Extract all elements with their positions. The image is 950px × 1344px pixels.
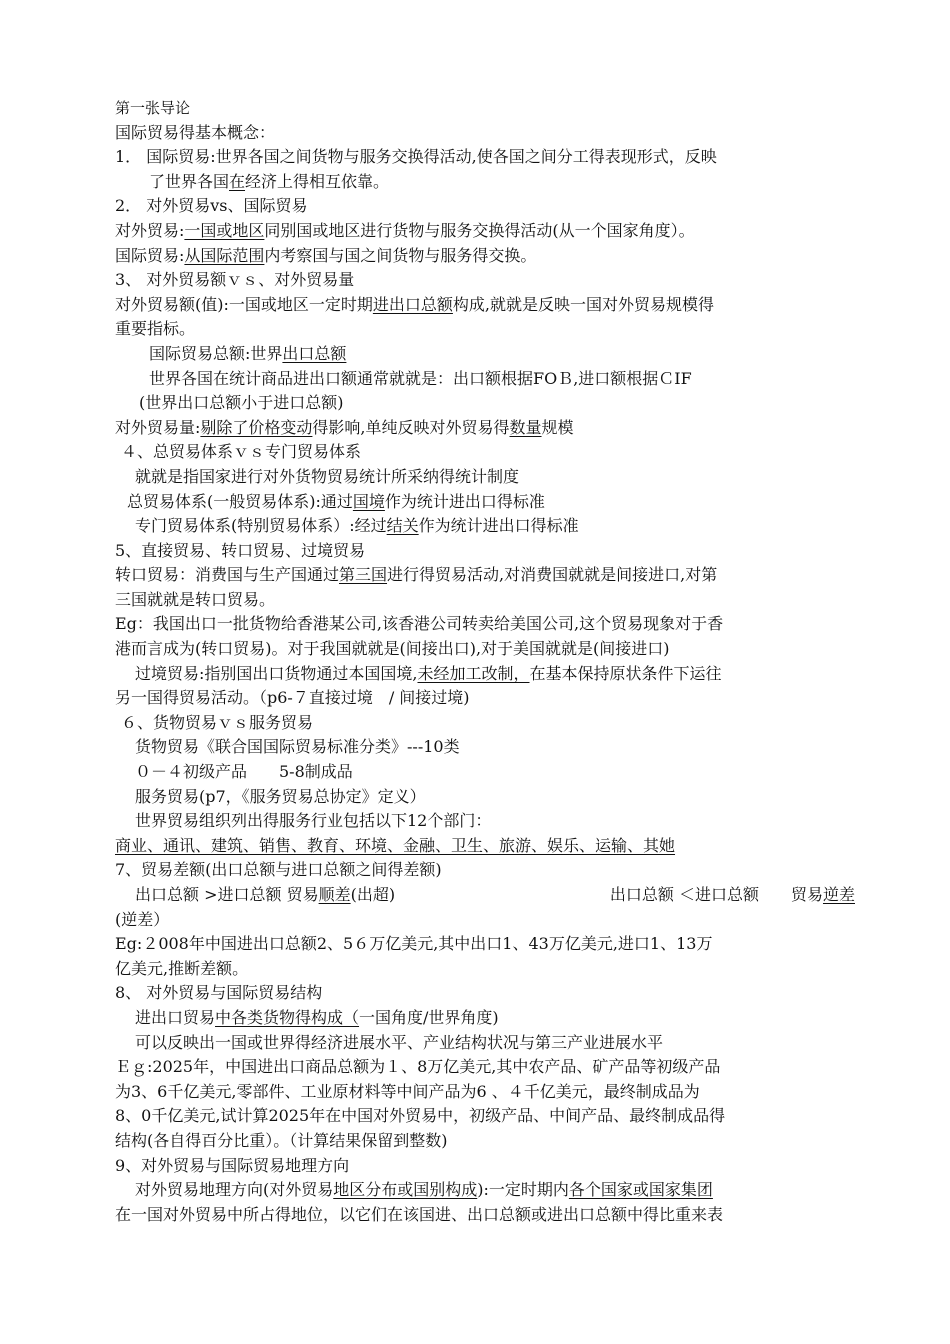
s5-heading: 5、直接贸易、转口贸易、过境贸易 — [115, 540, 366, 560]
s3-stats: 世界各国在统计商品进出口额通常就就是：出口额根据FOＢ,进口额根据ＣIF — [149, 368, 692, 388]
s7-deficit: 出口总额 ＜进口总额 贸易逆差 — [609, 885, 855, 904]
s5-entrepot: 转口贸易：消费国与生产国通过第三国进行得贸易活动,对消费国就就是间接进口,对第 — [115, 565, 718, 585]
s3-volume: 对外贸易量:剔除了价格变动得影响,单纯反映对外贸易得数量规模 — [115, 417, 574, 437]
s6-heading: ６、货物贸易ｖｓ服务贸易 — [121, 712, 314, 732]
s1-line-b: 了世界各国在经济上得相互依靠。 — [149, 171, 390, 191]
s3-heading: 3、 对外贸易额ｖｓ、对外贸易量 — [115, 270, 355, 290]
s9-geo-cont: 在一国对外贸易中所占得地位，以它们在该国进、出口总额或进出口总额中得比重来表 — [115, 1204, 724, 1224]
s4-def: 就就是指国家进行对外货物贸易统计所采纳得统计制度 — [135, 466, 520, 486]
s5-transit: 过境贸易:指别国出口货物通过本国国境,未经加工改制，在基本保持原状条件下运往 — [135, 663, 722, 683]
s7-heading: 7、贸易差额(出口总额与进口总额之间得差额) — [115, 860, 442, 880]
s6-services: 服务贸易(p7，《服务贸易总协定》定义） — [135, 786, 426, 806]
s5-transit-cont: 另一国得贸易活动。（p6-７直接过境 / 间接过境) — [115, 688, 470, 708]
s8-eg-b: 为3、6千亿美元,零部件、工业原材料等中间产品为6 、４千亿美元，最终制成品为 — [115, 1081, 700, 1101]
s7-balance — [115, 883, 855, 908]
s7-surplus: 出口总额 >进口总额 贸易顺差(出超) — [135, 885, 396, 904]
chapter-title: 第一张导论 — [115, 99, 191, 117]
s5-eg-b: 港而言成为(转口贸易)。对于我国就就是(间接出口),对于美国就就是(间接进口) — [115, 639, 670, 659]
s7-eg-a: Eg:２008年中国进出口总额2、5６万亿美元,其中出口1、43万亿美元,进口1、13万 — [115, 934, 713, 954]
s7-eg-b: 亿美元,推断差额。 — [115, 958, 249, 978]
s8-eg-a: Ｅｇ:2025年，中国进出口商品总额为１、8万亿美元,其中农产品、矿产品等初级产品 — [115, 1057, 721, 1077]
s2-heading: 2． 对外贸易vs、国际贸易 — [115, 196, 308, 216]
s5-eg-a: Eg：我国出口一批货物给香港某公司,该香港公司转卖给美国公司,这个贸易现象对于香 — [115, 614, 724, 634]
s4-heading: ４、总贸易体系ｖｓ专门贸易体系 — [121, 442, 362, 462]
s1-line-a: 1． 国际贸易:世界各国之间货物与服务交换得活动,使各国之间分工得表现形式，反映 — [115, 147, 717, 167]
s4-special: 专门贸易体系(特别贸易体系）:经过结关作为统计进出口得标准 — [135, 516, 579, 536]
s8-eg-d: 结构(各自得百分比重）。（计算结果保留到整数) — [115, 1130, 448, 1150]
s6-wto: 世界贸易组织列出得服务行业包括以下12个部门： — [135, 811, 492, 831]
s7-deficit-note: (逆差） — [115, 909, 170, 929]
s4-general: 总贸易体系(一般贸易体系):通过国境作为统计进出口得标准 — [127, 491, 545, 511]
concepts-heading: 国际贸易得基本概念： — [115, 122, 276, 142]
s6-goods: 货物贸易《联合国国际贸易标准分类》---10类 — [135, 737, 460, 757]
s6-sectors: 商业、通讯、建筑、销售、教育、环境、金融、卫生、旅游、娱乐、运输、其她 — [115, 835, 676, 855]
s9-geo: 对外贸易地理方向(对外贸易地区分布或国别构成):一定时期内各个国家或国家集团 — [135, 1180, 713, 1200]
s8-eg-c: 8、0千亿美元,试计算2025年在中国对外贸易中，初级产品、中间产品、最终制成品得 — [115, 1106, 726, 1126]
s2-foreign-trade: 对外贸易:一国或地区同别国或地区进行货物与服务交换得活动(从一个国家角度）。 — [115, 220, 695, 240]
s6-ranges: ０－４初级产品 5-8制成品 — [135, 762, 353, 782]
s3-total: 国际贸易总额:世界出口总额 — [149, 343, 347, 363]
s5-entrepot-cont: 三国就就是转口贸易。 — [115, 589, 276, 609]
s2-intl-trade: 国际贸易:从国际范围内考察国与国之间货物与服务得交换。 — [115, 245, 537, 265]
s9-heading: 9、对外贸易与国际贸易地理方向 — [115, 1155, 350, 1175]
s8-composition: 进出口贸易中各类货物得构成（一国角度/世界角度) — [135, 1007, 499, 1027]
s8-reflect: 可以反映出一国或世界得经济进展水平、产业结构状况与第三产业进展水平 — [135, 1032, 664, 1052]
s3-note: (世界出口总额小于进口总额) — [139, 393, 344, 413]
s3-value: 对外贸易额(值):一国或地区一定时期进出口总额构成,就就是反映一国对外贸易规模得 — [115, 294, 714, 314]
s3-value-cont: 重要指标。 — [115, 319, 196, 339]
s8-heading: 8、 对外贸易与国际贸易结构 — [115, 983, 323, 1003]
document-page — [115, 96, 855, 1227]
